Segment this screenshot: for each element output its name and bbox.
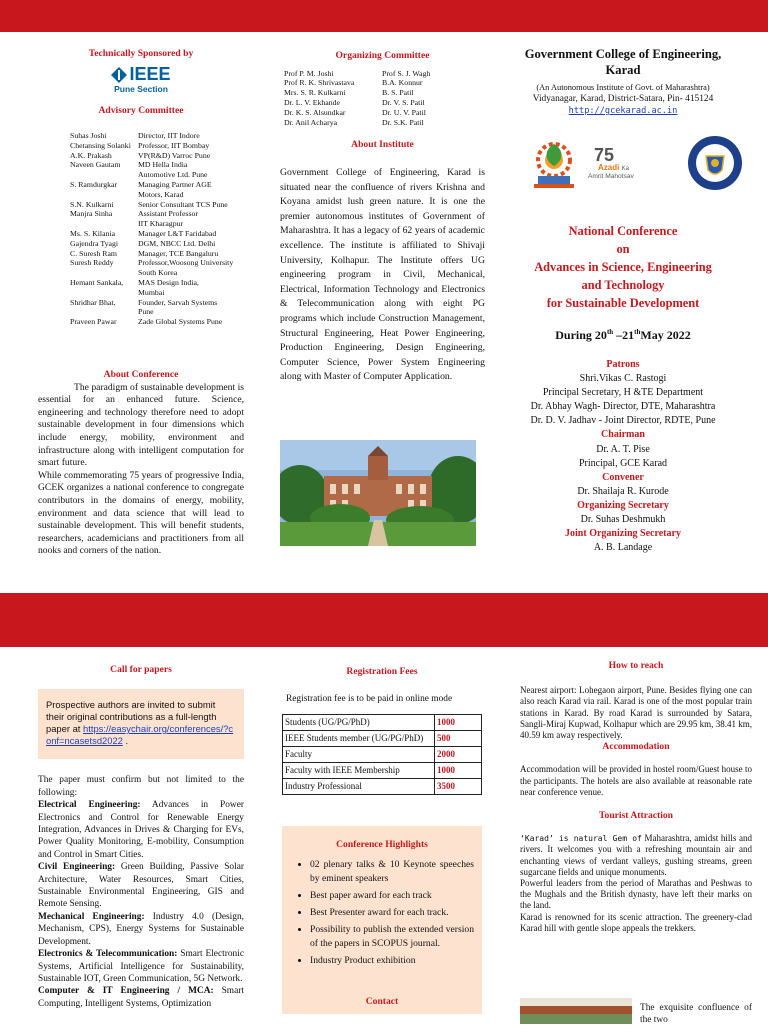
- advisory-member-name: Naveen Gautam: [70, 160, 121, 170]
- advisory-member-name: Hemant Sankala,: [70, 277, 124, 287]
- advisory-member-name: Suhas Joshi: [70, 131, 107, 140]
- organizing-row: [284, 78, 480, 88]
- call-box-link[interactable]: https://easychair.org/conferences/?conf=ncasetsd2022: [46, 723, 234, 747]
- patron2: Dr. Abhay Wagh- Director, DTE, Maharashtra: [530, 401, 716, 413]
- advisory-row: [70, 131, 270, 141]
- azadi-number: 75: [594, 145, 615, 165]
- fee-row: [283, 779, 482, 795]
- azadi-ka: Ka: [621, 166, 629, 172]
- advisory-row: [70, 278, 270, 288]
- conf-line3: Advances in Science, Engineering: [534, 260, 712, 274]
- fee-category: Faculty with IEEE Membership: [283, 763, 435, 779]
- organizing-member: Prof R. K. Shrivastava: [284, 78, 355, 88]
- call-topic-title: Electronics & Telecommunication:: [38, 949, 178, 960]
- advisory-row: [70, 180, 270, 190]
- patrons-heading: Patrons: [606, 359, 640, 370]
- highlight-item: • Best Presenter award for each track.: [310, 906, 474, 920]
- advisory-row: [70, 229, 270, 239]
- joint-sec-heading: Joint Organizing Secretary: [565, 528, 681, 540]
- call-topic-title: Computer & IT Engineering / MCA:: [38, 986, 214, 997]
- organizing-row: [284, 88, 480, 98]
- organizing-row: [284, 69, 480, 79]
- tourist-text2: Powerful leaders from the period of Marathas and Peshwas to the Mughals and the British dynasty, have left their marks on the land.: [520, 878, 752, 911]
- call-intro: The paper must confirm but not limited to the following:: [38, 775, 244, 798]
- column-middle-top: [280, 50, 485, 385]
- tourist-text3: Karad is renowned for its scenic attraction. The greenery-clad Karad hill with gentle slope appeals the trekkers.: [520, 911, 752, 933]
- ieee-logo-text: IEEE: [129, 64, 171, 85]
- fee-table: [282, 714, 482, 795]
- conf-line1: National Conference: [568, 224, 678, 238]
- advisory-row: [70, 288, 270, 298]
- confluence-text: The exquisite confluence of the two: [640, 1003, 752, 1025]
- advisory-member-role: Zade Global Systems Pune: [138, 317, 223, 327]
- fee-row: [283, 747, 482, 763]
- advisory-member-role: MAS Design India,: [138, 277, 199, 287]
- fee-category: Industry Professional: [283, 779, 435, 795]
- call-box-end: .: [122, 735, 129, 747]
- organizing-table: [284, 69, 480, 128]
- advisory-row: [70, 151, 270, 161]
- college-url[interactable]: http://gcekarad.ac.in: [568, 106, 678, 116]
- call-box-text: Prospective authors are invited to submit their original contributions as a full-length paper at: [46, 698, 217, 734]
- conference-date: During 20th –21thMay 2022: [555, 328, 691, 342]
- call-topic-text: Smart Computing, Intelligent Systems, Optimization: [38, 986, 244, 1009]
- fee-category: Students (UG/PG/PhD): [283, 715, 435, 731]
- fee-row: [283, 715, 482, 731]
- column-right-top: [500, 46, 746, 117]
- advisory-member-role: Senior Consultant TCS Pune: [138, 199, 228, 209]
- call-topic-title: Electrical Engineering:: [38, 800, 141, 811]
- advisory-member-name: Chetansing Solanki: [70, 140, 131, 150]
- highlight-item: • Best paper award for each track: [310, 889, 474, 903]
- organizing-member: B. S. Patil: [382, 88, 414, 98]
- advisory-member-role: Manager L&T Faridabad: [138, 228, 217, 238]
- advisory-member-name: [70, 170, 138, 180]
- about-conference-heading: About Conference: [103, 369, 179, 380]
- fee-amount: 500: [435, 731, 482, 747]
- fee-amount: 1000: [435, 715, 482, 731]
- call-box: [38, 689, 244, 760]
- org-sec: Dr. Suhas Deshmukh: [580, 514, 666, 526]
- chairman-role: Principal, GCE Karad: [578, 457, 668, 469]
- advisory-row: [70, 160, 270, 170]
- how-to-reach: [520, 660, 752, 934]
- advisory-member-name: Manjra Sinha: [70, 209, 113, 219]
- advisory-member-name: Praveen Pawar: [70, 317, 117, 327]
- organizing-member: B.A. Konnur: [382, 78, 423, 88]
- call-topic-text: Green Building, Passive Solar Architecture, Water Resources, Smart Cities, Sustainable Environmental Engineering, GIS and Remote Sensing.: [38, 862, 244, 910]
- convener-heading: Convener: [602, 471, 644, 483]
- advisory-member-name: Gajendra Tyagi: [70, 238, 119, 248]
- conf-line2: on: [616, 242, 630, 256]
- advisory-row: [70, 141, 270, 151]
- organizing-member: Dr. L. V. Ekhande: [284, 97, 341, 107]
- patron1-role: Principal Secretary, H &TE Department: [542, 387, 704, 399]
- conf-line4: and Technology: [581, 278, 665, 292]
- contact-heading: Contact: [365, 996, 399, 1007]
- advisory-row: [70, 317, 270, 327]
- conference-title: [500, 222, 746, 312]
- advisory-row: [70, 298, 270, 308]
- highlight-item: • Possibility to publish the extended version of the papers in SCOPUS journal.: [310, 923, 474, 951]
- azadi-mahotsav: Amrit Mahotsav: [588, 173, 634, 180]
- fee-amount: 2000: [435, 747, 482, 763]
- highlights-heading: Conference Highlights: [336, 839, 428, 850]
- about-conference-para2: While commemorating 75 years of progressive India, GCEK organizes a national conference to congregate contributors in the domains of energy, mobility, environment and data science that will lead to sustainable development. This will benefit students, researchers, academicians and practitioners from all nooks and corners of the nation.: [38, 469, 244, 557]
- reach-text: Nearest airport: Lohegaon airport, Pune. Besides flying one can also reach Karad via rail. Karad is one of the most popular train stations in Karad. By road Karad is surrounded by Satara, Sangli-Miraj Kupwad, Kolhapur which are 29.95 km, 38.41 km, 40.59 km away respectively.: [520, 685, 752, 741]
- advisory-member-role: Mumbai: [138, 287, 165, 297]
- people-list: [500, 358, 746, 555]
- organizing-member: Prof P. M. Joshi: [284, 68, 334, 78]
- organizing-member: Dr. Anil Acharya: [284, 117, 338, 127]
- highlights-list: [282, 858, 482, 968]
- fee-amount: 1000: [435, 763, 482, 779]
- highlights-box: [282, 826, 482, 1014]
- call-heading: Call for papers: [110, 664, 172, 675]
- call-topic-text: Industry 4.0 (Design, Mechanism, CPS), Energy Systems for Sustainable Development.: [38, 911, 244, 947]
- fee-row: [283, 763, 482, 779]
- tourist-text: ‘Karad’ is natural Gem of Maharashtra, amidst hills and rivers. It welcomes you with a refreshing mountain air and enchanting views of verdant valleys, gushing streams, green sugarcane fields and unique monuments.: [520, 833, 752, 877]
- advisory-member-role: Founder, Sarvah Systems: [138, 297, 218, 307]
- advisory-member-role: Pune: [138, 307, 154, 317]
- registration-note: Registration fee is to be paid in online mode: [286, 693, 453, 704]
- advisory-member-name: S.N. Kulkarni: [70, 199, 114, 209]
- acc-heading: Accommodation: [602, 741, 670, 753]
- advisory-row: [70, 190, 270, 200]
- advisory-member-role: VP(R&D) Varroc Pune: [138, 150, 211, 160]
- call-topic-text: Advances in Power Electronics and Control for Renewable Energy Integration, Advances in Drives & Charging for EVs, Power Quality Monitoring, E-mobility, Consumption and Control in Smart Cities.: [38, 800, 244, 860]
- advisory-row: [70, 209, 270, 219]
- call-for-papers: [38, 664, 244, 1010]
- call-topics: [38, 799, 244, 1010]
- ieee-logo-sub: Pune Section: [114, 83, 168, 94]
- ieee-diamond-icon: [111, 67, 127, 83]
- fee-category: Faculty: [283, 747, 435, 763]
- fee-amount: 3500: [435, 779, 482, 795]
- advisory-row: [70, 258, 270, 268]
- advisory-row: [70, 249, 270, 259]
- institute-photo: [280, 440, 476, 546]
- college-seal: [686, 134, 744, 192]
- advisory-heading: Advisory Committee: [98, 105, 184, 117]
- about-conference-para1: The paradigm of sustainable development is essential for an enhanced future. Science, engineering and technology therefore need to adopt sustainable development in four dimensions which include energy, mobility, environment and infrastructure along with intelligent computation for smart future.: [38, 381, 244, 469]
- patron1: Shri.Vikas C. Rastogi: [579, 373, 667, 385]
- advisory-member-role: MD Hella India: [138, 160, 188, 170]
- about-institute-text: Government College of Engineering, Karad is situated near the confluence of rivers Krishna and Koyana amidst lush green nature. It is one the premier autonomous institutes of Government of Maharashtra. It has a legacy of 62 years of academic excellence. The institute is affiliated to Shivaji University, Kolhapur. The Institute offers UG engineering program in Civil, Mechanical, Electrical, Information Technology and Electronics & Telecommunication along with eight PG programs which include Construction Management, Structural Engineering, Heat Power Engineering, Production Engineering, Design Engineering, Computer Science, Power System Engineering along with Master of Computer Application.: [280, 166, 485, 383]
- gcek-logo: [530, 136, 578, 192]
- call-topic: [38, 948, 244, 985]
- fee-row: [283, 731, 482, 747]
- acc-text: Accommodation will be provided in hostel room/Guest house to the participants. The hotels are also available at reasonable rate near conference venue.: [520, 764, 752, 797]
- sponsor-heading: Technically Sponsored by: [88, 48, 194, 59]
- advisory-member-role: Motors, Karad: [138, 189, 184, 199]
- about-conference: [38, 369, 244, 558]
- conf-line5: for Sustainable Development: [546, 296, 700, 310]
- advisory-member-name: [70, 268, 138, 278]
- college-sub: (An Autonomous Institute of Govt. of Maharashtra): [536, 83, 710, 92]
- organizing-member: Mrs. S. R. Kulkarni: [284, 88, 346, 98]
- advisory-member-role: Assistant Professor: [138, 209, 198, 219]
- tourist-heading: Tourist Attraction: [599, 810, 673, 822]
- patron3: Dr. D. V. Jadhav - Joint Director, RDTE, Pune: [530, 415, 716, 427]
- convener: Dr. Shailaja R. Kurode: [577, 485, 669, 497]
- chairman-heading: Chairman: [601, 429, 645, 441]
- org-sec-heading: Organizing Secretary: [577, 499, 669, 511]
- college-name: Government College of Engineering, Karad: [524, 47, 722, 77]
- call-topic: [38, 799, 244, 861]
- college-address: Vidyanagar, Karad, District-Satara, Pin- 415124: [532, 94, 714, 104]
- call-topic: [38, 985, 244, 1010]
- organizing-row: [284, 108, 480, 118]
- advisory-member-name: Ms. S. Kilania: [70, 228, 116, 238]
- registration: [282, 666, 482, 795]
- call-topic: [38, 911, 244, 948]
- registration-heading: Registration Fees: [346, 666, 418, 677]
- column-left-top: [38, 48, 244, 118]
- advisory-member-name: Suresh Reddy: [70, 258, 114, 268]
- advisory-member-name: [70, 219, 138, 229]
- azadi-logo: [588, 146, 648, 186]
- organizing-row: [284, 98, 480, 108]
- organizing-heading: Organizing Committee: [335, 50, 430, 61]
- advisory-member-role: Manager, TCE Bangaluru: [138, 248, 219, 258]
- organizing-member: Dr. S.K. Patil: [382, 117, 424, 127]
- advisory-member-name: [70, 307, 138, 317]
- about-institute-heading: About Institute: [351, 139, 414, 151]
- highlight-item: • 02 plenary talks & 10 Keynote speeches by eminent speakers: [310, 858, 474, 886]
- advisory-member-name: C. Suresh Ram: [70, 248, 117, 258]
- advisory-member-role: South Korea: [138, 268, 178, 278]
- advisory-member-role: IIT Kharagpur: [138, 219, 184, 229]
- call-topic: [38, 861, 244, 911]
- advisory-member-name: [70, 288, 138, 298]
- confluence-photo: [520, 998, 632, 1024]
- organizing-member: Dr. U. V. Patil: [382, 107, 426, 117]
- highlight-item: • Industry Product exhibition: [310, 954, 474, 968]
- call-topic-title: Mechanical Engineering:: [38, 911, 145, 922]
- reach-heading: How to reach: [608, 660, 664, 671]
- advisory-row: [70, 170, 270, 180]
- advisory-table: [70, 131, 270, 327]
- advisory-member-name: [70, 190, 138, 200]
- middle-band: [0, 593, 768, 647]
- joint-sec: A. B. Landage: [593, 542, 653, 554]
- advisory-member-role: Professor,Woosong University: [138, 258, 234, 268]
- call-topic-title: Civil Engineering:: [38, 862, 116, 873]
- advisory-member-role: DGM, NBCC Ltd. Delhi: [138, 238, 216, 248]
- tourist-lead: ‘Karad’ is natural Gem of: [520, 834, 642, 844]
- azadi-word: Azadi: [598, 163, 620, 172]
- ieee-logo: [103, 64, 179, 96]
- chairman: Dr. A. T. Pise: [596, 443, 650, 455]
- advisory-row: [70, 219, 270, 229]
- advisory-row: [70, 239, 270, 249]
- organizing-member: Prof S. J. Wagh: [382, 68, 431, 78]
- advisory-row: [70, 200, 270, 210]
- top-band: [0, 0, 768, 32]
- advisory-member-name: A.K. Prakash: [70, 150, 112, 160]
- advisory-member-name: S. Ramdurgkar: [70, 179, 118, 189]
- advisory-member-role: Professor, IIT Bombay: [138, 140, 210, 150]
- advisory-member-role: Automotive Ltd. Pune: [138, 170, 208, 180]
- organizing-row: [284, 118, 480, 128]
- call-topic-text: Smart Electronic Systems, Artificial Intelligence for Sustainability, Sustainable IOT, Green Communication, 5G Network.: [38, 949, 244, 984]
- advisory-member-role: Director, IIT Indore: [138, 131, 200, 140]
- advisory-member-role: Managing Partner AGE: [138, 179, 212, 189]
- advisory-member-name: Shridhar Bhat,: [70, 297, 116, 307]
- azadi-text: [598, 164, 648, 173]
- organizing-member: Dr. K. S. Alsundkar: [284, 107, 346, 117]
- organizing-member: Dr. V. S. Patil: [382, 97, 425, 107]
- advisory-row: [70, 307, 270, 317]
- advisory-row: [70, 268, 270, 278]
- fee-category: IEEE Students member (UG/PG/PhD): [283, 731, 435, 747]
